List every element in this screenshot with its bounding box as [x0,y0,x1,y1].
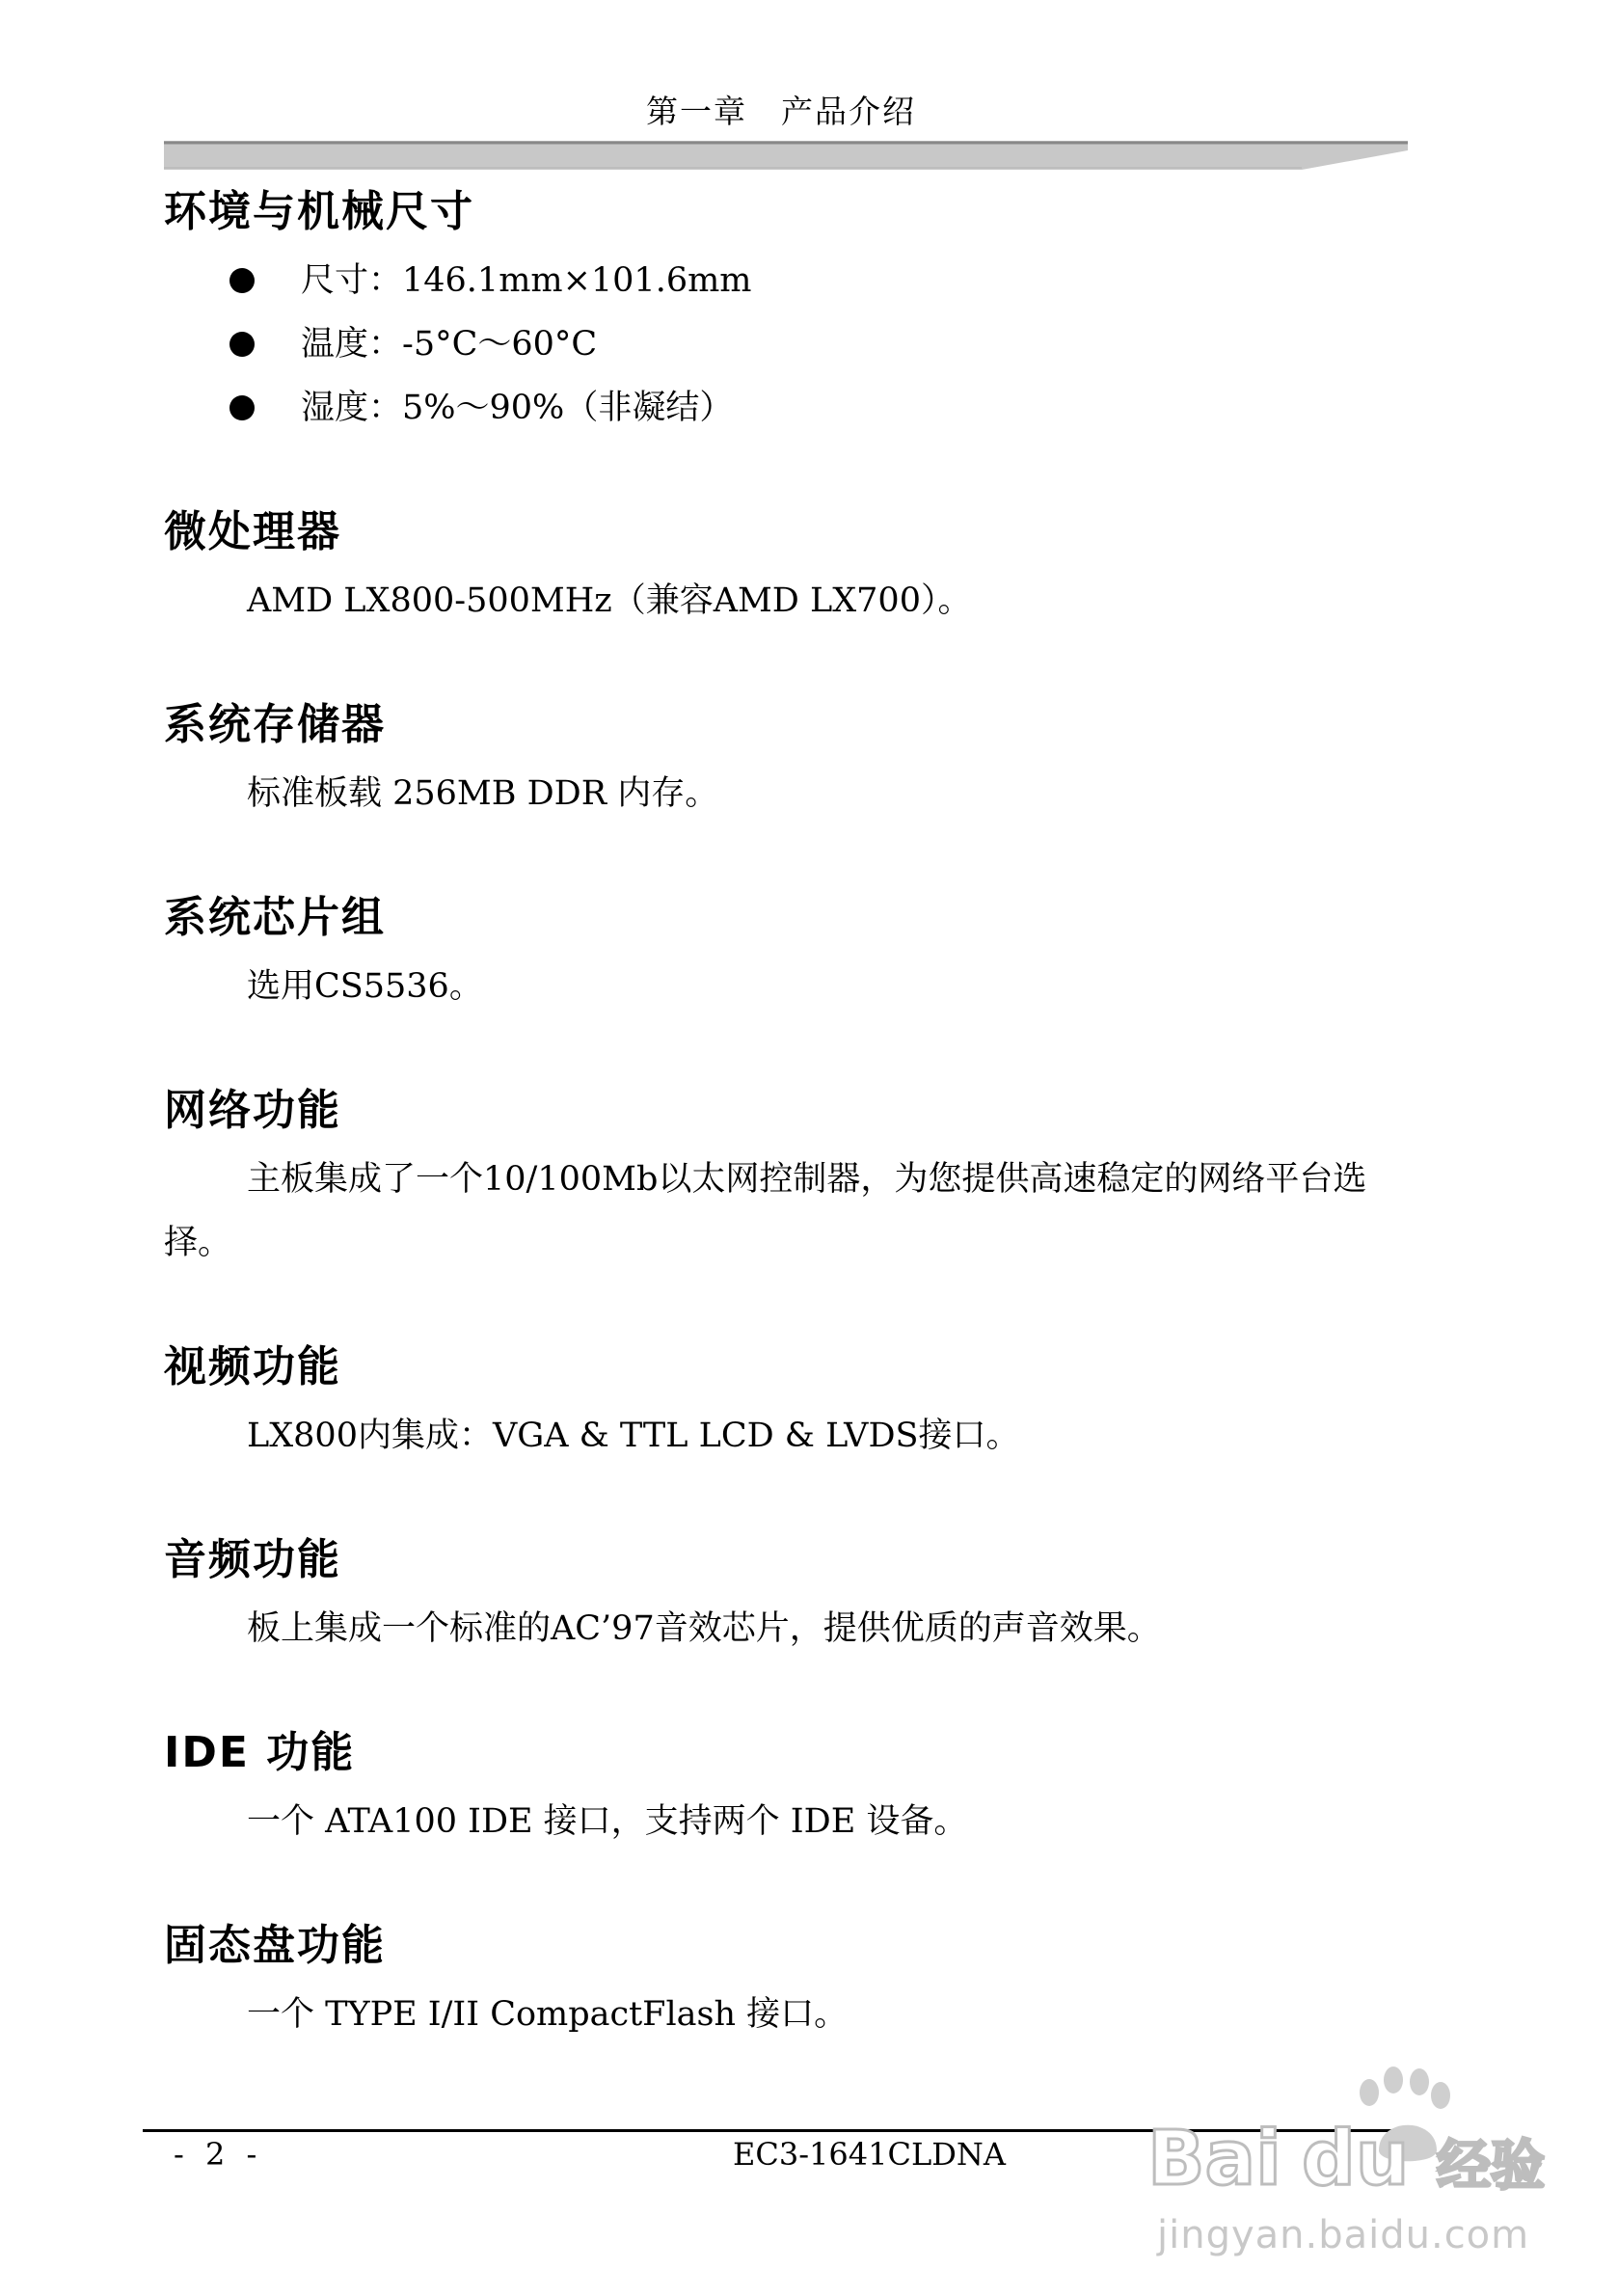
watermark-url: jingyan.baidu.com [1157,2213,1530,2257]
section-video [164,1338,1408,1468]
page-number: - 2 - [174,2136,263,2173]
section-network [164,1082,1408,1275]
section-title: 微处理器 [164,507,341,556]
bullet-item-size [164,249,1408,312]
section-title: 视频功能 [164,1342,341,1391]
section-title: 系统芯片组 [164,893,386,942]
section-text: 主板集成了一个10/100Mb以太网控制器，为您提供高速稳定的网络平台选择。 [164,1160,1367,1262]
section-text: AMD LX800-500MHz（兼容AMD LX700）。 [247,581,972,620]
bullet-item-humidity [164,376,1408,440]
bullet-icon [229,395,255,420]
svg-text:Bai: Bai [1147,2116,1281,2202]
section-title: 环境与机械尺寸 [164,187,474,236]
content [164,183,1408,2110]
model-number: EC3-1641CLDNA [733,2136,1006,2173]
section-chipset [164,889,1408,1018]
section-ide [164,1724,1408,1853]
bullet-text: 温度：-5°C～60°C [301,325,598,364]
section-env [164,183,1408,440]
bullet-icon [229,268,255,293]
section-cpu [164,503,1408,633]
bullet-item-temperature [164,312,1408,376]
bullet-text: 尺寸：146.1mm×101.6mm [301,261,752,300]
section-text: 板上集成一个标准的AC’97音效芯片，提供优质的声音效果。 [247,1609,1161,1648]
bullet-text: 湿度：5%～90%（非凝结） [301,389,734,427]
section-audio [164,1531,1408,1661]
bullet-icon [229,332,255,357]
section-text: 一个 ATA100 IDE 接口，支持两个 IDE 设备。 [247,1802,968,1841]
svg-text:经验: 经验 [1437,2135,1545,2198]
section-text: 选用CS5536。 [247,967,483,1006]
section-title: 音频功能 [164,1535,341,1584]
section-title: 网络功能 [164,1086,341,1135]
section-text: 标准板载 256MB DDR 内存。 [247,774,719,813]
section-memory [164,696,1408,825]
section-title: IDE 功能 [164,1728,356,1777]
section-ssd [164,1917,1408,2046]
section-title: 系统存储器 [164,700,386,749]
section-text: LX800内集成：VGA & TTL LCD & LVDS接口。 [247,1417,1020,1455]
running-header: 第一章 产品介绍 [646,93,916,130]
svg-text:du: du [1302,2116,1410,2202]
header-rule [164,141,1408,172]
section-text: 一个 TYPE I/II CompactFlash 接口。 [247,1995,849,2034]
section-title: 固态盘功能 [164,1921,386,1970]
env-bullet-list [164,249,1408,440]
baidu-watermark [1147,2030,1552,2271]
baidu-jingyan-logo [1147,2059,1552,2203]
